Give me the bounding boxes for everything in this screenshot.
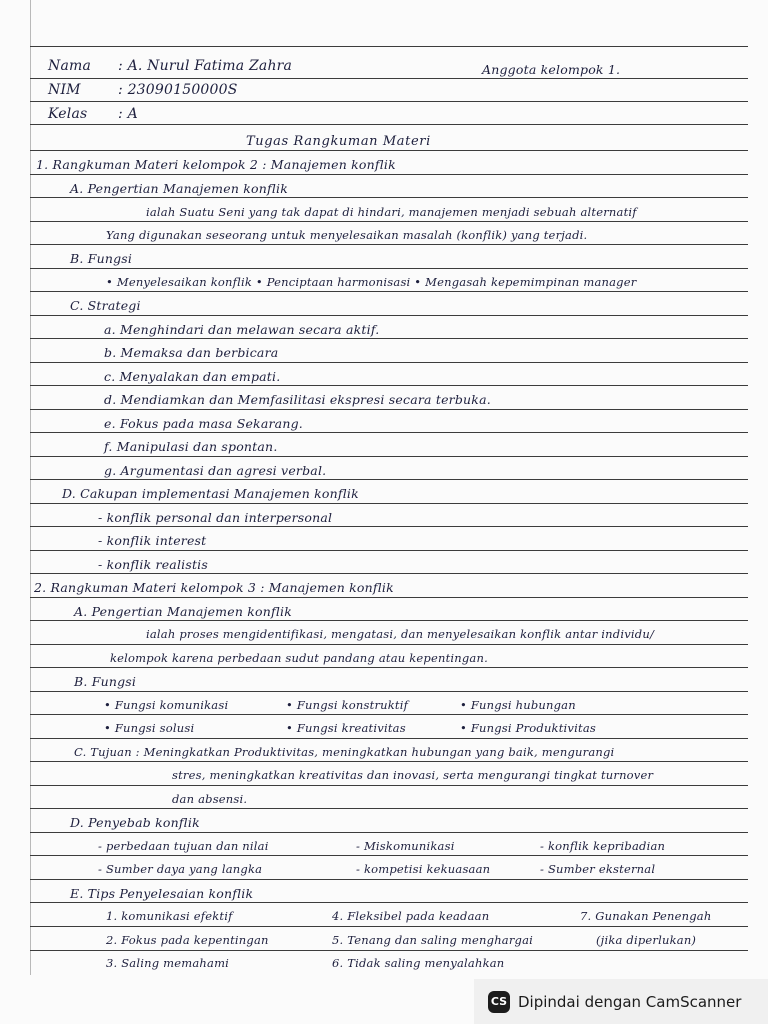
s1-d-item: - konflik interest <box>98 533 207 548</box>
ruled-line <box>30 950 748 951</box>
section2-heading: 2. Rangkuman Materi kelompok 3 : Manajemen konflik <box>34 580 394 595</box>
s1-c-item: a. Menghindari dan melawan secara aktif. <box>104 322 380 337</box>
ruled-line <box>30 620 748 621</box>
s1-d-item: - konflik realistis <box>98 557 208 572</box>
nim-value: : 23090150000S <box>118 82 238 98</box>
s1-d-item: - konflik personal dan interpersonal <box>98 510 333 525</box>
s2-b-heading: B. Fungsi <box>74 674 137 689</box>
ruled-line <box>30 714 748 715</box>
s2-d-item: - Sumber eksternal <box>540 862 656 876</box>
s1-d-heading: D. Cakupan implementasi Manajemen konflik <box>62 486 359 501</box>
ruled-line <box>30 124 748 125</box>
s2-b-item: • Fungsi konstruktif <box>286 698 409 712</box>
s1-c-item: b. Memaksa dan berbicara <box>104 345 279 360</box>
s2-c-line3: dan absensi. <box>172 792 248 806</box>
s2-a-heading: A. Pengertian Manajemen konflik <box>74 604 292 619</box>
s1-c-item: c. Menyalakan dan empati. <box>104 369 281 384</box>
s2-e-item: 2. Fokus pada kepentingan <box>106 933 269 947</box>
ruled-line <box>30 291 748 292</box>
camscanner-logo-icon: CS <box>488 991 510 1013</box>
ruled-line <box>30 573 748 574</box>
s1-c-item: g. Argumentasi dan agresi verbal. <box>104 463 327 478</box>
ruled-line <box>30 315 748 316</box>
ruled-line <box>30 174 748 175</box>
s2-e-item: (jika diperlukan) <box>596 933 697 947</box>
nama-value: : A. Nurul Fatima Zahra <box>118 58 293 74</box>
s2-a-line2: kelompok karena perbedaan sudut pandang atau kepentingan. <box>110 651 488 665</box>
s2-e-item: 4. Fleksibel pada keadaan <box>332 909 490 923</box>
ruled-line <box>30 902 748 903</box>
ruled-line <box>30 244 748 245</box>
s2-d-item: - Sumber daya yang langka <box>98 862 263 876</box>
ruled-line <box>30 46 748 47</box>
ruled-line <box>30 456 748 457</box>
s2-d-item: - Miskomunikasi <box>356 839 455 853</box>
ruled-line <box>30 926 748 927</box>
ruled-line <box>30 832 748 833</box>
ruled-line <box>30 738 748 739</box>
s1-b-heading: B. Fungsi <box>70 251 133 266</box>
s2-d-item: - perbedaan tujuan dan nilai <box>98 839 269 853</box>
ruled-line <box>30 409 748 410</box>
s1-c-item: d. Mendiamkan dan Memfasilitasi ekspresi secara terbuka. <box>104 392 491 407</box>
s1-a-line2: Yang digunakan seseorang untuk menyelesaikan masalah (konflik) yang terjadi. <box>106 228 588 242</box>
s2-e-item: 5. Tenang dan saling menghargai <box>332 933 534 947</box>
section1-heading: 1. Rangkuman Materi kelompok 2 : Manajemen konflik <box>36 157 396 172</box>
camscanner-label: Dipindai dengan CamScanner <box>518 992 742 1011</box>
ruled-line <box>30 785 748 786</box>
page-margin-line <box>30 0 31 975</box>
s2-b-item: • Fungsi hubungan <box>460 698 576 712</box>
ruled-line <box>30 644 748 645</box>
s1-c-item: e. Fokus pada masa Sekarang. <box>104 416 303 431</box>
s1-b-items: • Menyelesaikan konflik • Penciptaan harmonisasi • Mengasah kepemimpinan manager <box>106 275 637 289</box>
s2-c-line2: stres, meningkatkan kreativitas dan inovasi, serta mengurangi tingkat turnover <box>172 768 654 782</box>
ruled-line <box>30 550 748 551</box>
ruled-line <box>30 385 748 386</box>
ruled-line <box>30 268 748 269</box>
document-title: Tugas Rangkuman Materi <box>246 134 431 149</box>
ruled-line <box>30 362 748 363</box>
s2-e-item: 1. komunikasi efektif <box>106 909 233 923</box>
ruled-line <box>30 479 748 480</box>
s2-e-heading: E. Tips Penyelesaian konflik <box>70 886 254 901</box>
s2-b-item: • Fungsi solusi <box>104 721 195 735</box>
s2-d-heading: D. Penyebab konflik <box>70 815 200 830</box>
s2-c-line1: C. Tujuan : Meningkatkan Produktivitas, meningkatkan hubungan yang baik, mengurangi <box>74 745 615 759</box>
s2-d-item: - kompetisi kekuasaan <box>356 862 491 876</box>
s1-c-heading: C. Strategi <box>70 298 141 313</box>
ruled-line <box>30 221 748 222</box>
s2-e-item: 6. Tidak saling menyalahkan <box>332 956 505 970</box>
group-label: Anggota kelompok 1. <box>482 62 621 77</box>
ruled-line <box>30 432 748 433</box>
ruled-line <box>30 197 748 198</box>
s1-a-line1: ialah Suatu Seni yang tak dapat di hindari, manajemen menjadi sebuah alternatif <box>146 205 637 219</box>
s2-e-item: 7. Gunakan Penengah <box>580 909 712 923</box>
s2-e-item: 3. Saling memahami <box>106 956 230 970</box>
s1-a-heading: A. Pengertian Manajemen konflik <box>70 181 288 196</box>
ruled-line <box>30 879 748 880</box>
kelas-value: : A <box>118 106 138 122</box>
ruled-line <box>30 78 748 79</box>
kelas-label: Kelas <box>48 106 88 122</box>
ruled-line <box>30 338 748 339</box>
ruled-line <box>30 503 748 504</box>
s1-c-item: f. Manipulasi dan spontan. <box>104 439 278 454</box>
ruled-line <box>30 808 748 809</box>
ruled-line <box>30 101 748 102</box>
s2-a-line1: ialah proses mengidentifikasi, mengatasi, dan menyelesaikan konflik antar individu/ <box>146 627 655 641</box>
ruled-line <box>30 855 748 856</box>
ruled-line <box>30 526 748 527</box>
s2-b-item: • Fungsi Produktivitas <box>460 721 596 735</box>
ruled-line <box>30 597 748 598</box>
ruled-line <box>30 691 748 692</box>
nim-label: NIM <box>48 82 81 98</box>
s2-d-item: - konflik kepribadian <box>540 839 666 853</box>
s2-b-item: • Fungsi komunikasi <box>104 698 229 712</box>
s2-b-item: • Fungsi kreativitas <box>286 721 406 735</box>
ruled-line <box>30 150 748 151</box>
ruled-line <box>30 761 748 762</box>
camscanner-watermark <box>474 979 768 1024</box>
ruled-line <box>30 667 748 668</box>
nama-label: Nama <box>48 58 92 74</box>
